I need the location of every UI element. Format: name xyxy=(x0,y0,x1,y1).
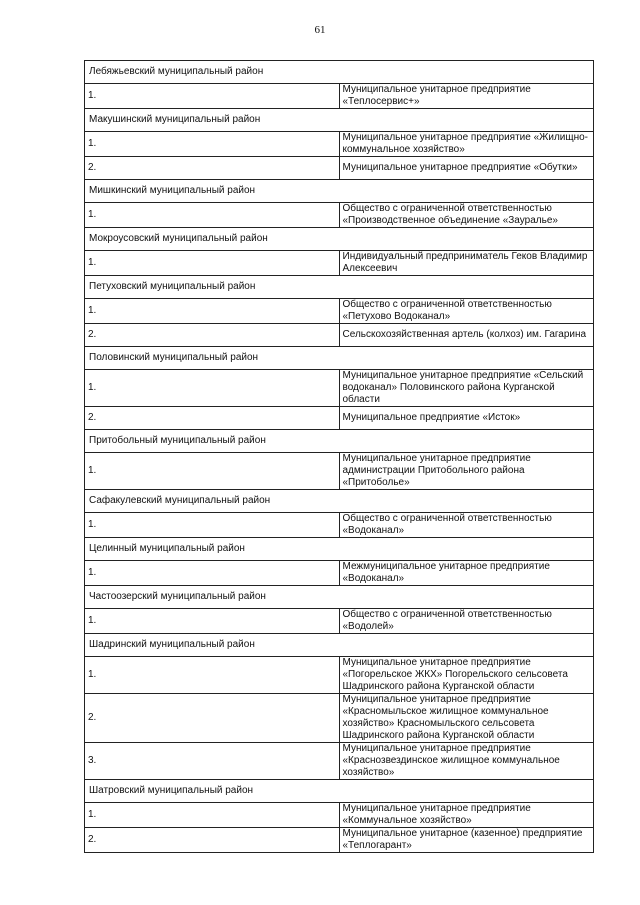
district-name: Шатровский муниципальный район xyxy=(85,780,594,803)
enterprise-row xyxy=(85,203,594,228)
row-number: 1. xyxy=(85,370,340,407)
enterprise-row xyxy=(85,743,594,780)
district-name: Макушинский муниципальный район xyxy=(85,109,594,132)
enterprise-name: Муниципальное предприятие «Исток» xyxy=(339,407,594,430)
district-header-row xyxy=(85,780,594,803)
row-number: 2. xyxy=(85,407,340,430)
district-header-row xyxy=(85,430,594,453)
row-number: 1. xyxy=(85,132,340,157)
enterprise-name: Муниципальное унитарное предприятие администрации Притобольного района «Притоболье» xyxy=(339,453,594,490)
enterprise-row xyxy=(85,828,594,853)
enterprise-name: Межмуниципальное унитарное предприятие «Водоканал» xyxy=(339,561,594,586)
district-name: Целинный муниципальный район xyxy=(85,538,594,561)
page-number: 61 xyxy=(314,24,326,36)
district-name: Мишкинский муниципальный район xyxy=(85,180,594,203)
row-number: 3. xyxy=(85,743,340,780)
enterprise-row xyxy=(85,561,594,586)
district-header-row xyxy=(85,634,594,657)
enterprise-name: Сельскохозяйственная артель (колхоз) им. Гагарина xyxy=(339,324,594,347)
enterprise-row xyxy=(85,694,594,743)
row-number: 1. xyxy=(85,609,340,634)
enterprise-row xyxy=(85,324,594,347)
district-header-row xyxy=(85,61,594,84)
row-number: 1. xyxy=(85,84,340,109)
row-number: 1. xyxy=(85,513,340,538)
enterprise-row xyxy=(85,657,594,694)
enterprise-name: Муниципальное унитарное предприятие «Красномыльское жилищное коммунальное хозяйство» Красномыльского сельсовета Шадринского района Курганской области xyxy=(339,694,594,743)
row-number: 2. xyxy=(85,694,340,743)
enterprise-row xyxy=(85,84,594,109)
district-name: Сафакулевский муниципальный район xyxy=(85,490,594,513)
enterprise-name: Муниципальное унитарное предприятие «Сельский водоканал» Половинского района Курганской области xyxy=(339,370,594,407)
district-name: Половинский муниципальный район xyxy=(85,347,594,370)
enterprise-row xyxy=(85,803,594,828)
district-name: Мокроусовский муниципальный район xyxy=(85,228,594,251)
enterprise-row xyxy=(85,132,594,157)
row-number: 1. xyxy=(85,803,340,828)
enterprise-name: Общество с ограниченной ответственностью «Петухово Водоканал» xyxy=(339,299,594,324)
row-number: 1. xyxy=(85,657,340,694)
enterprise-name: Муниципальное унитарное предприятие «Краснозвездинское жилищное коммунальное хозяйство» xyxy=(339,743,594,780)
district-header-row xyxy=(85,538,594,561)
table-body xyxy=(85,61,594,853)
row-number: 2. xyxy=(85,324,340,347)
enterprise-name: Индивидуальный предприниматель Геков Владимир Алексеевич xyxy=(339,251,594,276)
row-number: 1. xyxy=(85,251,340,276)
enterprise-row xyxy=(85,299,594,324)
district-name: Частоозерский муниципальный район xyxy=(85,586,594,609)
row-number: 1. xyxy=(85,453,340,490)
enterprise-name: Общество с ограниченной ответственностью «Производственное объединение «Зауралье» xyxy=(339,203,594,228)
enterprise-row xyxy=(85,251,594,276)
district-name: Шадринский муниципальный район xyxy=(85,634,594,657)
district-name: Лебяжьевский муниципальный район xyxy=(85,61,594,84)
row-number: 2. xyxy=(85,828,340,853)
enterprise-row xyxy=(85,370,594,407)
enterprise-name: Муниципальное унитарное (казенное) предприятие «Теплогарант» xyxy=(339,828,594,853)
enterprise-row xyxy=(85,157,594,180)
enterprise-name: Муниципальное унитарное предприятие «Погорельское ЖКХ» Погорельского сельсовета Шадринского района Курганской области xyxy=(339,657,594,694)
district-name: Притобольный муниципальный район xyxy=(85,430,594,453)
enterprise-row xyxy=(85,609,594,634)
row-number: 2. xyxy=(85,157,340,180)
enterprise-name: Муниципальное унитарное предприятие «Жилищно-коммунальное хозяйство» xyxy=(339,132,594,157)
district-header-row xyxy=(85,180,594,203)
row-number: 1. xyxy=(85,299,340,324)
enterprise-name: Муниципальное унитарное предприятие «Обутки» xyxy=(339,157,594,180)
enterprise-table xyxy=(84,60,594,853)
district-header-row xyxy=(85,586,594,609)
district-header-row xyxy=(85,228,594,251)
district-header-row xyxy=(85,347,594,370)
enterprise-name: Общество с ограниченной ответственностью «Водоканал» xyxy=(339,513,594,538)
enterprise-name: Муниципальное унитарное предприятие «Теплосервис+» xyxy=(339,84,594,109)
enterprise-row xyxy=(85,453,594,490)
district-header-row xyxy=(85,490,594,513)
district-header-row xyxy=(85,109,594,132)
enterprise-row xyxy=(85,407,594,430)
district-header-row xyxy=(85,276,594,299)
row-number: 1. xyxy=(85,561,340,586)
row-number: 1. xyxy=(85,203,340,228)
enterprise-row xyxy=(85,513,594,538)
enterprise-name: Общество с ограниченной ответственностью «Водолей» xyxy=(339,609,594,634)
enterprise-name: Муниципальное унитарное предприятие «Коммунальное хозяйство» xyxy=(339,803,594,828)
district-name: Петуховский муниципальный район xyxy=(85,276,594,299)
